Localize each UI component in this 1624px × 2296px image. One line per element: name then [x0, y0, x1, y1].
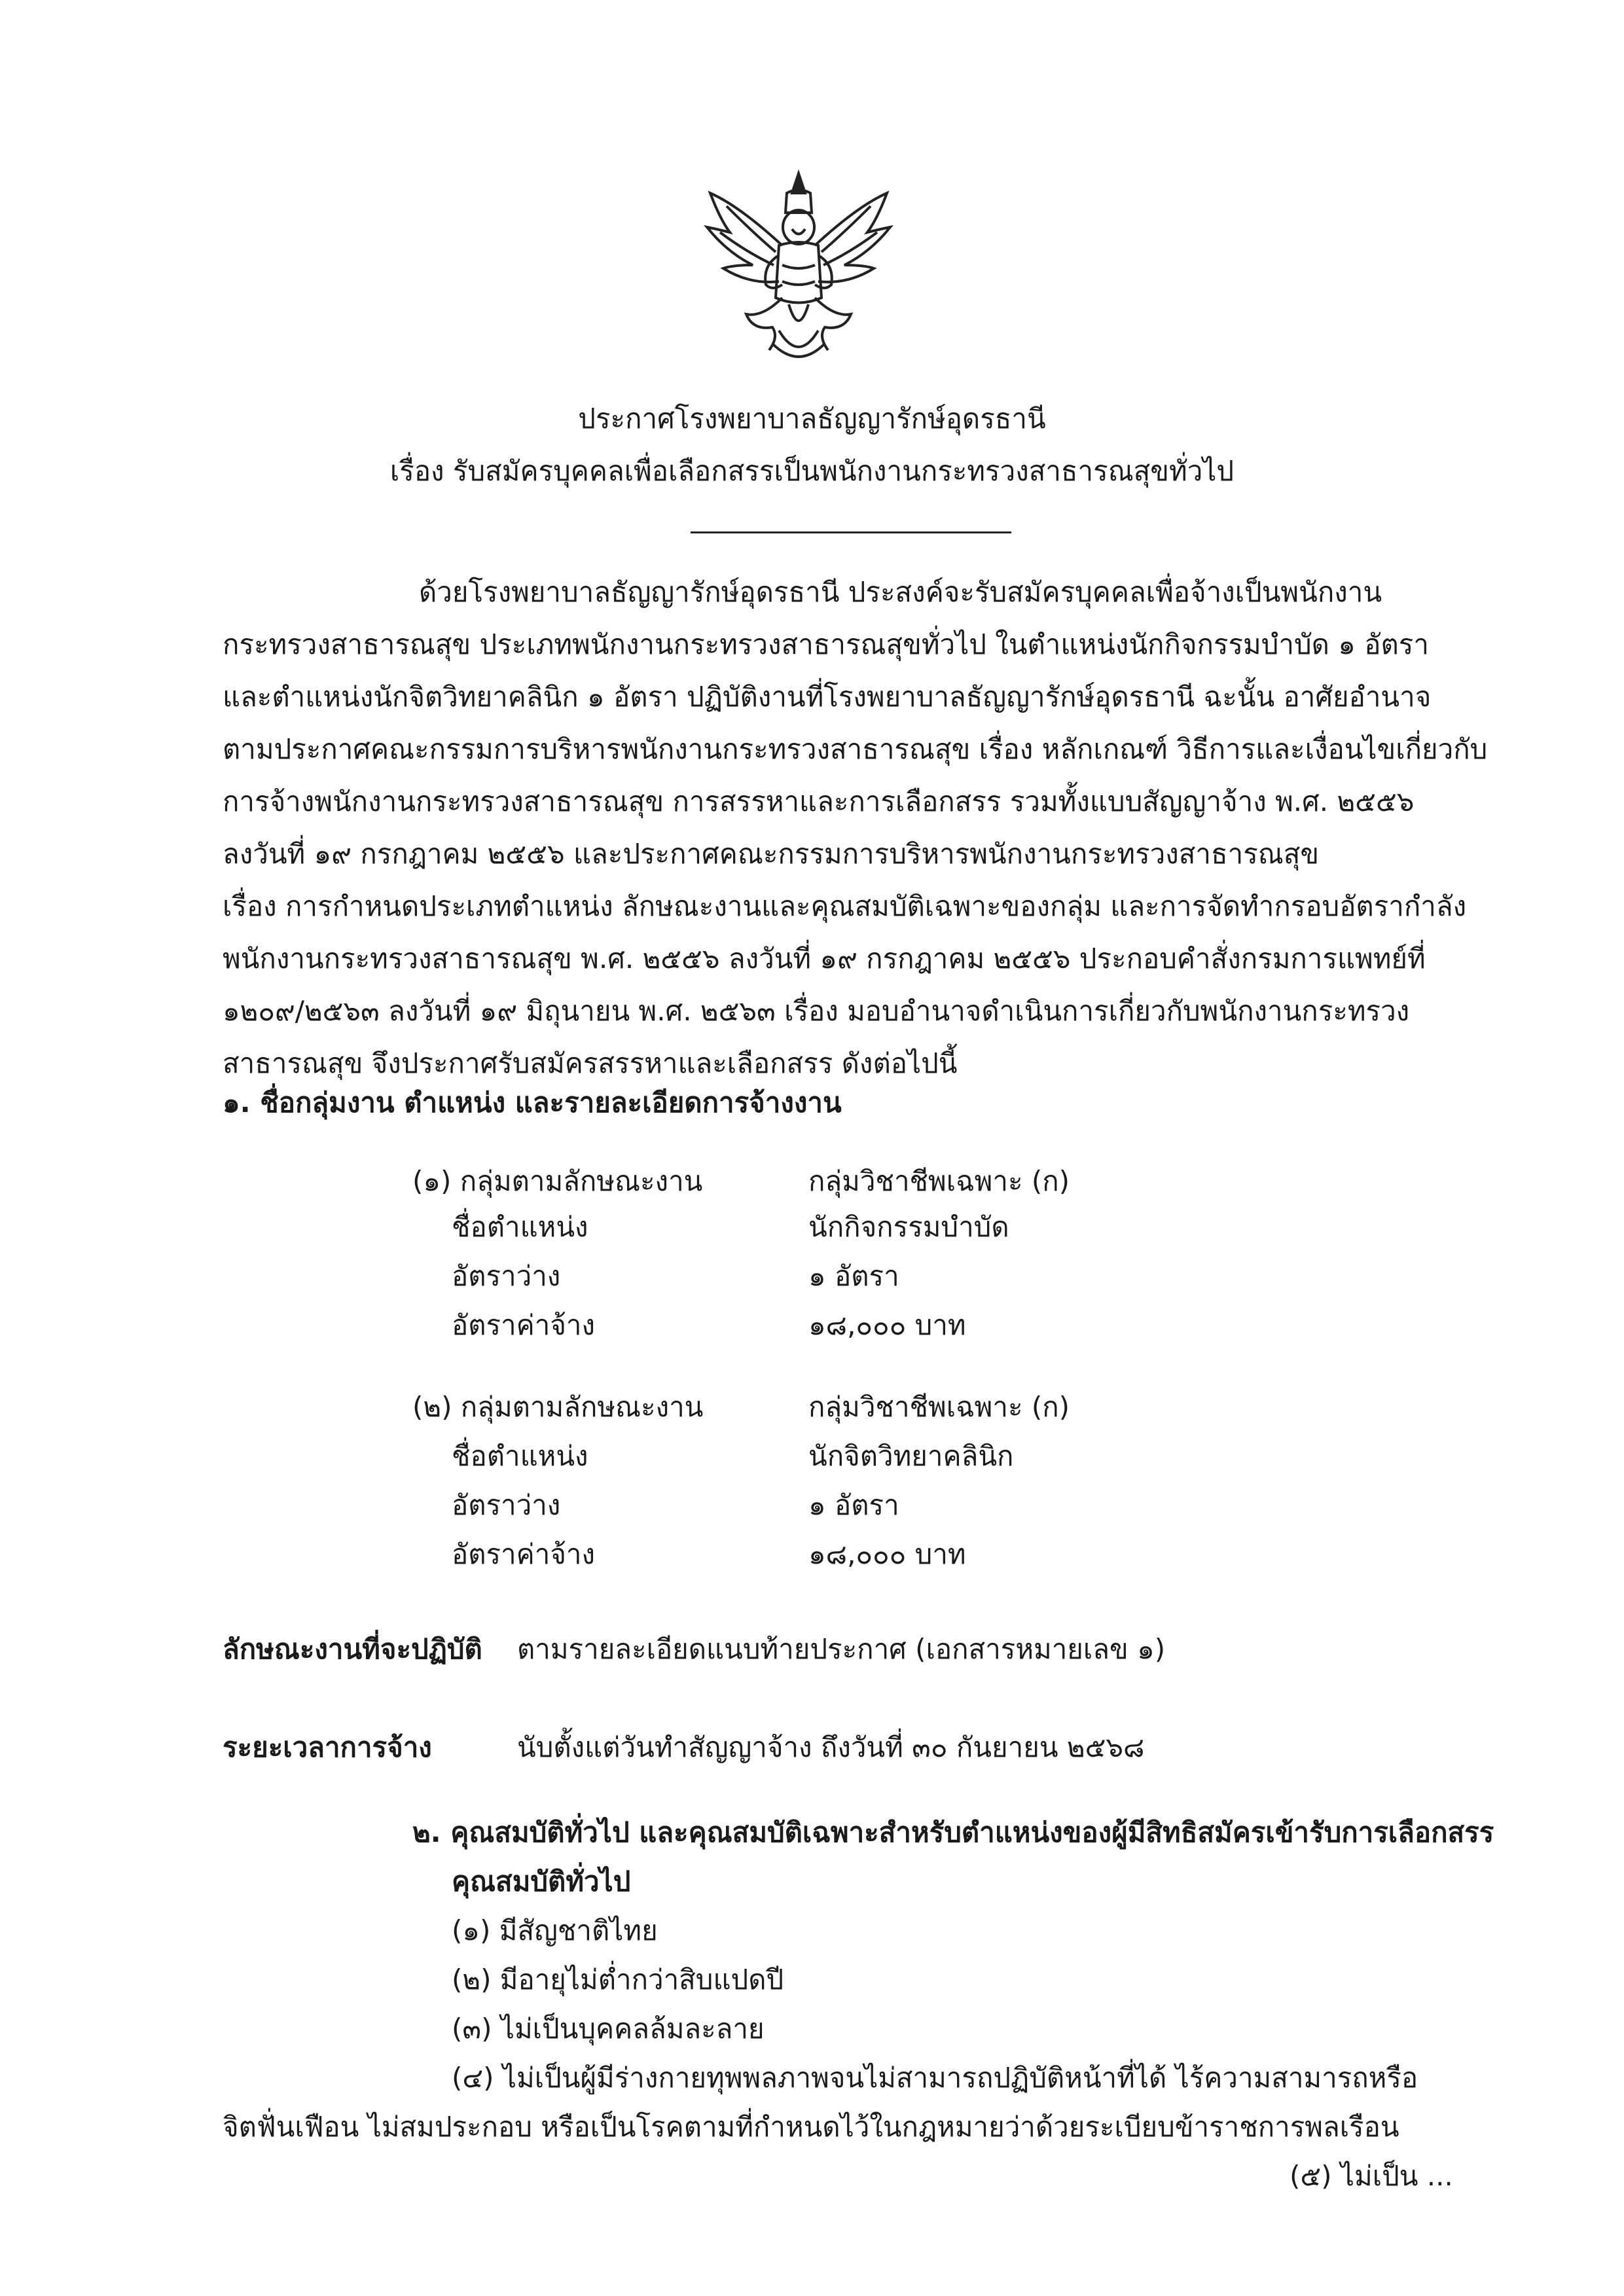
- position-2-group-label: (๒) กลุ่มตามลักษณะงาน: [412, 1391, 704, 1423]
- section-2-heading: ๒. คุณสมบัติทั่วไป และคุณสมบัติเฉพาะสำหรับตำแหน่งของผู้มีสิทธิสมัครเข้ารับการเลือกสรร: [412, 1816, 1494, 1848]
- position-2-wage-label: อัตราค่าจ้าง: [452, 1538, 596, 1570]
- section-2-subheading: คุณสมบัติทั่วไป: [452, 1865, 631, 1897]
- position-2-title-label: ชื่อตำแหน่ง: [452, 1440, 588, 1472]
- header-divider: [691, 531, 1011, 533]
- qualification-item: (๑) มีสัญชาติไทย: [452, 1914, 658, 1946]
- position-2-wage-value: ๑๘,๐๐๐ บาท: [808, 1538, 966, 1570]
- position-2-vacancy-value: ๑ อัตรา: [808, 1489, 899, 1521]
- announcement-title: ประกาศโรงพยาบาลธัญญารักษ์อุดรธานี: [578, 403, 1046, 435]
- paragraph-line: ๑๒๐๙/๒๕๖๓ ลงวันที่ ๑๙ มิถุนายน พ.ศ. ๒๕๖๓ เรื่อง มอบอำนาจดำเนินการเกี่ยวกับพนักงานกระทรวง: [223, 995, 1410, 1027]
- duties-value: ตามรายละเอียดแนบท้ายประกาศ (เอกสารหมายเลข ๑): [517, 1633, 1166, 1665]
- position-2-vacancy-label: อัตราว่าง: [452, 1489, 561, 1521]
- position-1-group-label: (๑) กลุ่มตามลักษณะงาน: [412, 1165, 703, 1197]
- position-2-title-value: นักจิตวิทยาคลินิก: [808, 1440, 1014, 1472]
- paragraph-line: ด้วยโรงพยาบาลธัญญารักษ์อุดรธานี ประสงค์จะรับสมัครบุคคลเพื่อจ้างเป็นพนักงาน: [419, 576, 1382, 608]
- announcement-subject: เรื่อง รับสมัครบุคคลเพื่อเลือกสรรเป็นพนักงานกระทรวงสาธารณสุขทั่วไป: [389, 455, 1235, 487]
- paragraph-line: การจ้างพนักงานกระทรวงสาธารณสุข การสรรหาและการเลือกสรร รวมทั้งแบบสัญญาจ้าง พ.ศ. ๒๕๕๖: [223, 785, 1415, 817]
- paragraph-line: กระทรวงสาธารณสุข ประเภทพนักงานกระทรวงสาธารณสุขทั่วไป ในตำแหน่งนักกิจกรรมบำบัด ๑ อัตรา: [223, 628, 1429, 660]
- position-1-title-value: นักกิจกรรมบำบัด: [808, 1211, 1009, 1243]
- position-2-group-value: กลุ่มวิชาชีพเฉพาะ (ก): [808, 1391, 1070, 1423]
- qualification-item: (๓) ไม่เป็นบุคคลล้มละลาย: [452, 2013, 765, 2045]
- position-1-vacancy-value: ๑ อัตรา: [808, 1260, 899, 1292]
- paragraph-line: ตามประกาศคณะกรรมการบริหารพนักงานกระทรวงสาธารณสุข เรื่อง หลักเกณฑ์ วิธีการและเงื่อนไขเกี่ยวกับ: [223, 733, 1488, 765]
- qualification-item-continuation: จิตฟั่นเฟือน ไม่สมประกอบ หรือเป็นโรคตามที่กำหนดไว้ในกฎหมายว่าด้วยระเบียบข้าราชการพลเรือน: [223, 2111, 1399, 2143]
- position-1-wage-label: อัตราค่าจ้าง: [452, 1309, 596, 1341]
- qualification-item: (๒) มีอายุไม่ต่ำกว่าสิบแปดปี: [452, 1964, 784, 1996]
- period-label: ระยะเวลาการจ้าง: [223, 1731, 432, 1763]
- position-1-group-value: กลุ่มวิชาชีพเฉพาะ (ก): [808, 1165, 1070, 1197]
- position-1-vacancy-label: อัตราว่าง: [452, 1260, 561, 1292]
- paragraph-line: เรื่อง การกำหนดประเภทตำแหน่ง ลักษณะงานและคุณสมบัติเฉพาะของกลุ่ม และการจัดทำกรอบอัตรากำลัง: [223, 890, 1467, 922]
- paragraph-line: ลงวันที่ ๑๙ กรกฎาคม ๒๕๕๖ และประกาศคณะกรรมการบริหารพนักงานกระทรวงสาธารณสุข: [223, 838, 1320, 870]
- duties-label: ลักษณะงานที่จะปฏิบัติ: [223, 1633, 482, 1665]
- paragraph-line: พนักงานกระทรวงสาธารณสุข พ.ศ. ๒๕๕๖ ลงวันที่ ๑๙ กรกฎาคม ๒๕๕๖ ประกอบคำสั่งกรมการแพทย์ที่: [223, 942, 1426, 975]
- period-value: นับตั้งแต่วันทำสัญญาจ้าง ถึงวันที่ ๓๐ กันยายน ๒๕๖๘: [517, 1731, 1145, 1763]
- next-page-marker: (๕) ไม่เป็น ...: [1290, 2160, 1453, 2192]
- section-1-heading: ๑. ชื่อกลุ่มงาน ตำแหน่ง และรายละเอียดการจ้างงาน: [223, 1086, 842, 1119]
- paragraph-line: และตำแหน่งนักจิตวิทยาคลินิก ๑ อัตรา ปฏิบัติงานที่โรงพยาบาลธัญญารักษ์อุดรธานี ฉะนั้น อาศัยอำนาจ: [223, 681, 1432, 713]
- qualification-item: (๔) ไม่เป็นผู้มีร่างกายทุพพลภาพจนไม่สามารถปฏิบัติหน้าที่ได้ ไร้ความสามารถหรือ: [452, 2062, 1418, 2094]
- paragraph-line: สาธารณสุข จึงประกาศรับสมัครสรรหาและเลือกสรร ดังต่อไปนี้: [223, 1047, 958, 1079]
- position-1-title-label: ชื่อตำแหน่ง: [452, 1211, 588, 1243]
- garuda-emblem: [700, 167, 897, 370]
- position-1-wage-value: ๑๘,๐๐๐ บาท: [808, 1309, 966, 1341]
